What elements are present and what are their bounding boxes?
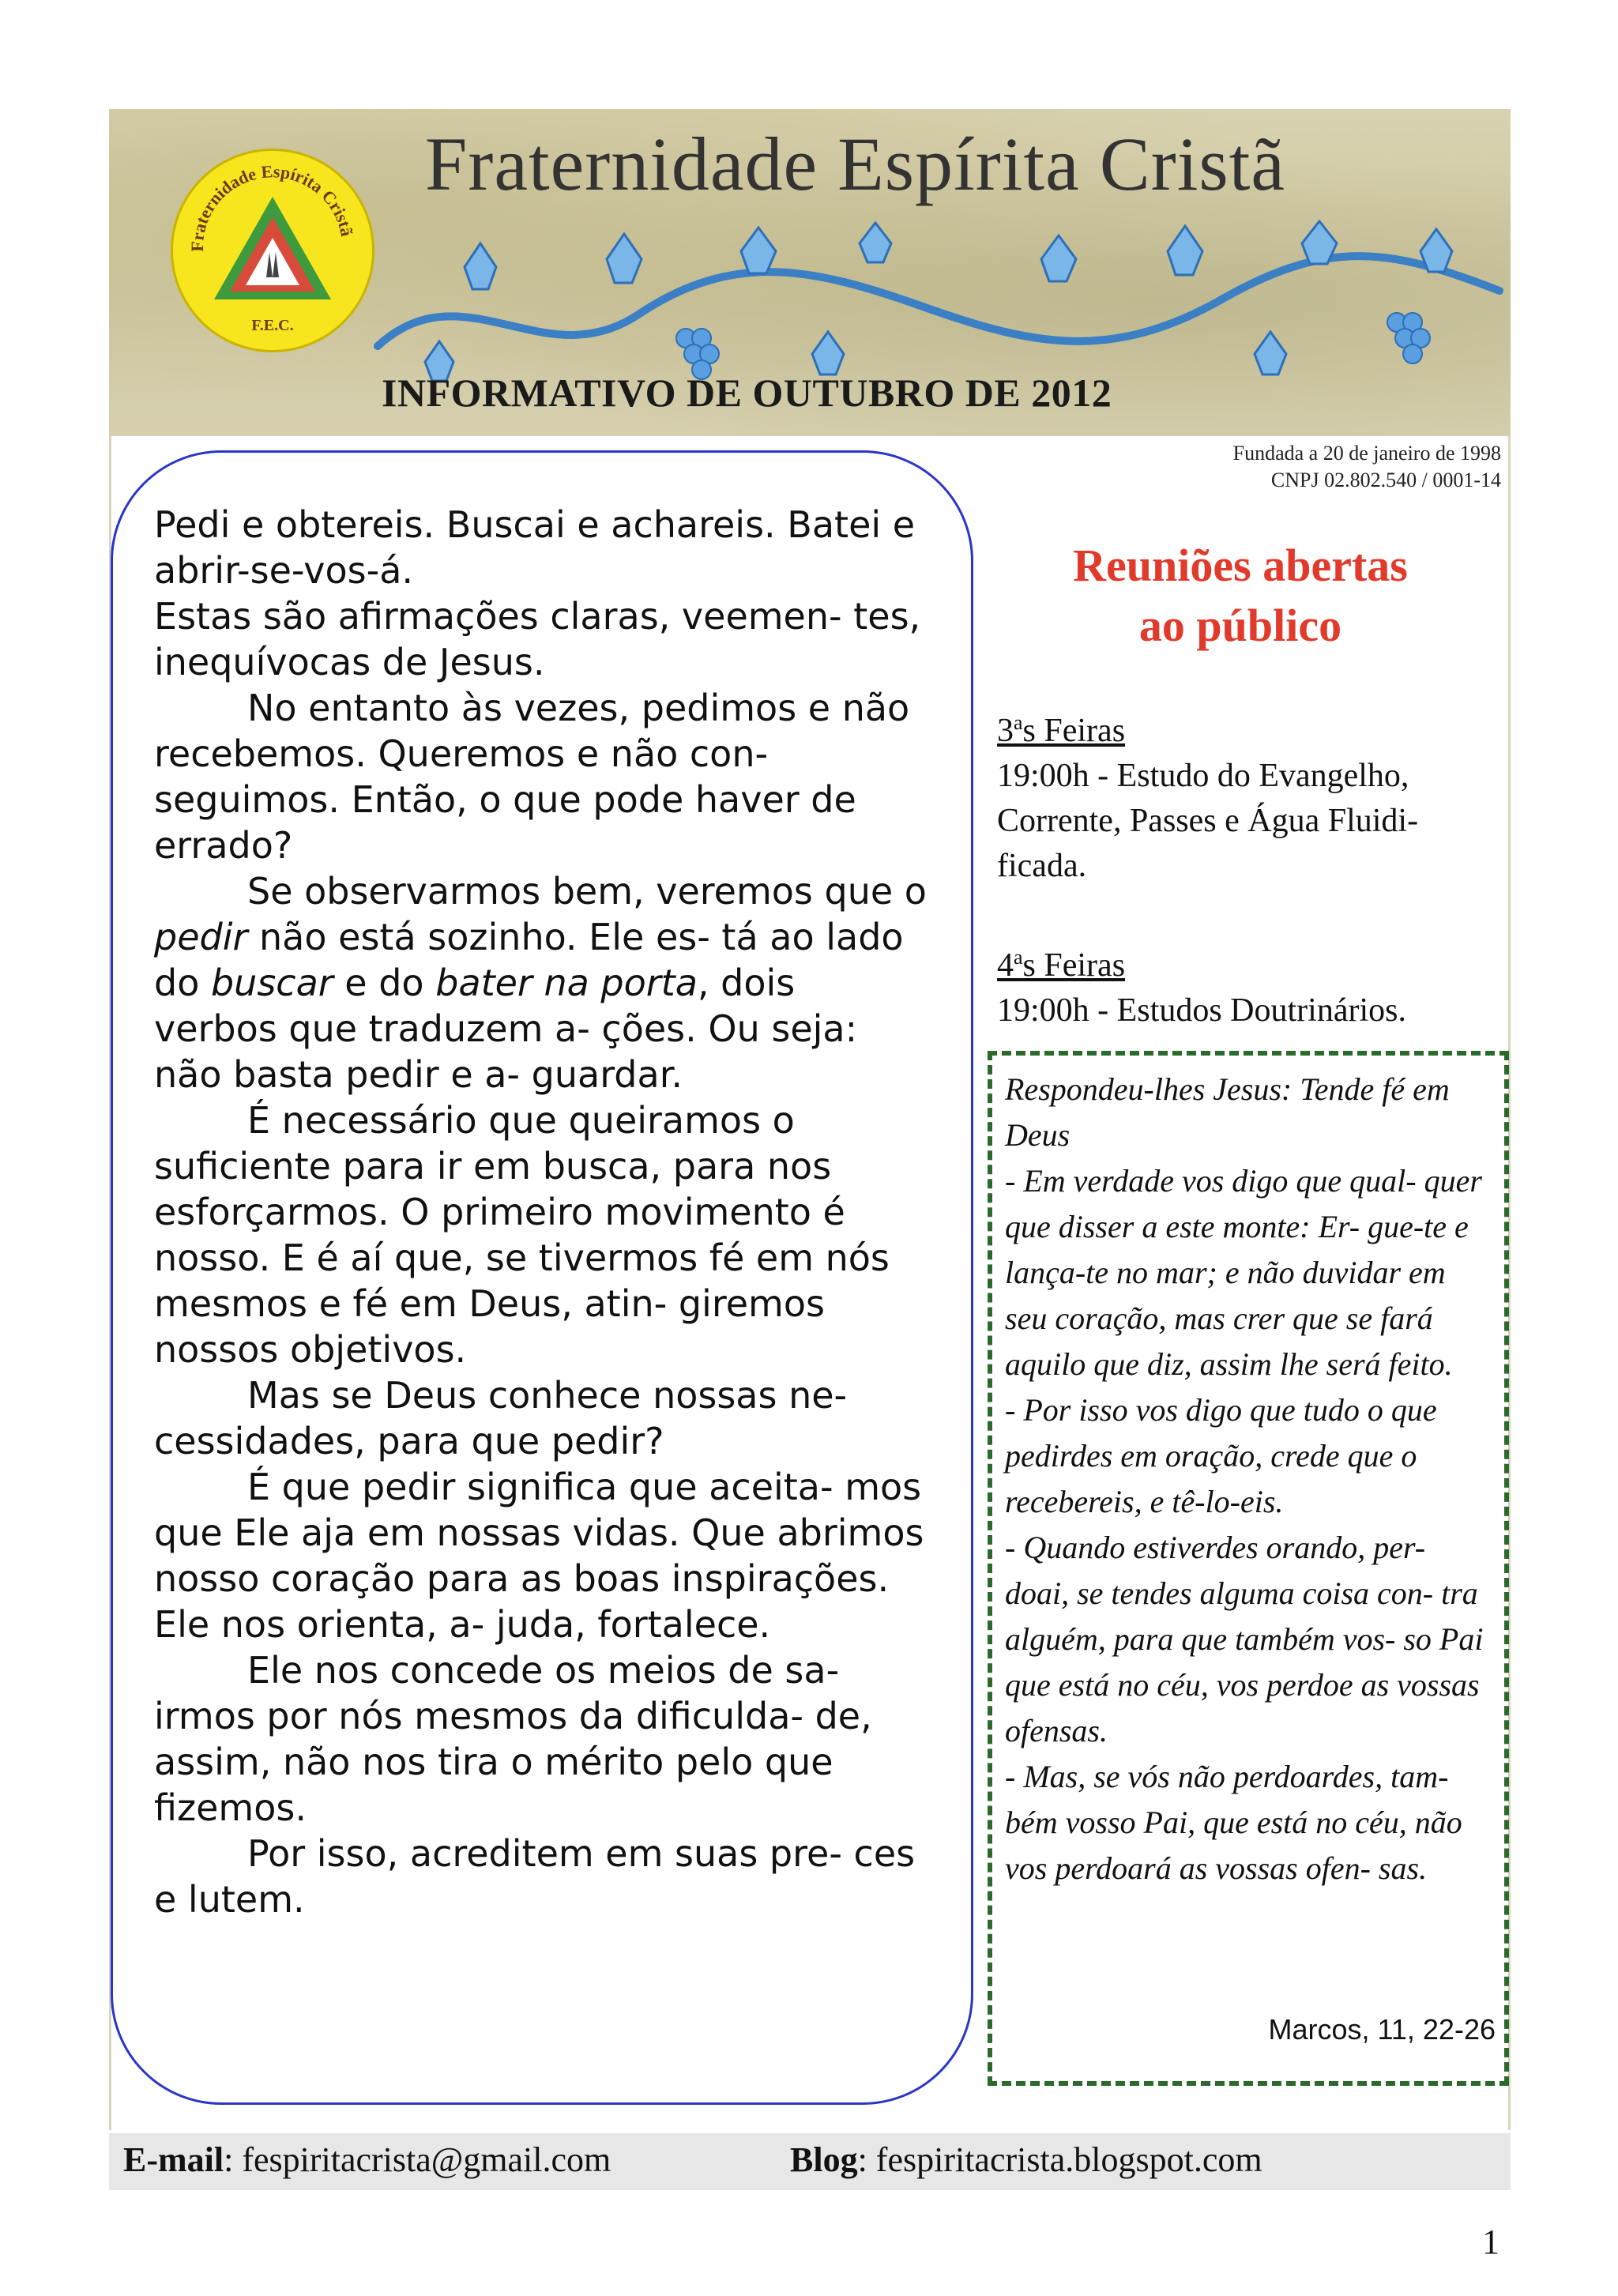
day-label: s Feiras (1022, 713, 1126, 749)
schedule-desc-wednesday: 19:00h - Estudos Doutrinários. (997, 992, 1406, 1029)
header-banner (109, 109, 1511, 436)
text-span: Se observarmos bem, veremos que o (247, 870, 927, 913)
schedule-day-wednesday (997, 935, 1503, 988)
article-paragraph: Mas se Deus conhece nossas ne- cessidades, para que pedir? (154, 1374, 848, 1462)
footer-email (123, 2140, 611, 2180)
article-paragraph: É necessário que queiramos o suficiente para ir em busca, para nos esforçarmos. O primeiro movimento é nosso. E é aí que, se tivermos fé em nós mesmos e fé em Deus, atin- giremos nossos objetivos. (154, 1099, 890, 1371)
article-paragraph: É que pedir significa que aceita- mos que Ele aja em nossas vidas. Que abrimos nosso coração para as boas inspirações. Ele nos orienta, a- juda, fortalece. (154, 1466, 924, 1646)
article-paragraph: Por isso, acreditem em suas pre- ces e lutem. (154, 1832, 916, 1921)
day-number: 4 (997, 947, 1014, 984)
quote-line: - Por isso vos digo que tudo o que pedirdes em oração, crede que o recebereis, e tê-lo-eis. (1005, 1392, 1437, 1519)
article-text (154, 502, 928, 1922)
day-ordinal: a (1014, 946, 1023, 969)
organization-logo (171, 149, 374, 352)
schedule-day-tuesday (997, 700, 1503, 754)
schedule-desc-tuesday: 19:00h - Estudo do Evangelho, Corrente, Passes e Água Fluidi- ficada. (997, 758, 1419, 884)
text-span: e do (333, 962, 436, 1004)
newsletter-subtitle: INFORMATIVO DE OUTUBRO DE 2012 (382, 371, 1112, 415)
meetings-schedule (997, 700, 1503, 1033)
quote-line: - Quando estiverdes orando, per- doai, se tendes alguma coisa con- tra alguém, para que também vos- so Pai que está no céu, vos perdoe as vossas ofensas. (1005, 1530, 1484, 1748)
founded-date: Fundada a 20 de janeiro de 1998 (1232, 442, 1501, 465)
cnpj-number: CNPJ 02.802.540 / 0001-14 (1270, 469, 1501, 491)
text-span: , dois verbos que traduzem a- ções. Ou seja: não basta pedir e a- guardar. (154, 962, 858, 1096)
footer-blog (790, 2140, 1262, 2180)
emphasis-pedir: pedir (154, 916, 248, 958)
founded-info (1233, 440, 1501, 494)
article-paragraph: Ele nos concede os meios de sa- irmos por nós mesmos da dificulda- de, assim, não nos tira o mérito pelo que fizemos. (154, 1649, 872, 1829)
bible-quote (1005, 1067, 1493, 1891)
quote-line: - Mas, se vós não perdoardes, tam- bém vosso Pai, que está no céu, não vos perdoará as vossas ofen- sas. (1005, 1759, 1462, 1886)
meetings-title-line: ao público (1138, 600, 1342, 651)
meetings-title (995, 536, 1485, 656)
article-paragraph: Pedi e obtereis. Buscai e achareis. Batei e abrir-se-vos-á. (154, 503, 916, 592)
quote-line: - Em verdade vos digo que qual- quer que disser a este monte: Er- gue-te e lança-te no mar; e não duvidar em seu coração, mas crer que se fará aquilo que diz, assim lhe será feito. (1005, 1163, 1482, 1382)
day-label: s Feiras (1022, 947, 1126, 984)
quote-reference: Marcos, 11, 22-26 (1268, 2013, 1496, 2046)
email-value[interactable]: : fespiritacrista@gmail.com (224, 2140, 611, 2179)
text-span: não está sozinho. Ele es- tá ao lado do (154, 916, 904, 1004)
day-ordinal: a (1014, 711, 1023, 734)
article-paragraph: No entanto às vezes, pedimos e não recebemos. Queremos e não con- seguimos. Então, o que pode haver de errado? (154, 687, 910, 867)
article-paragraph (154, 868, 928, 1097)
article-paragraph: Estas são afirmações claras, veemen- tes, inequívocas de Jesus. (154, 595, 921, 683)
blog-link[interactable]: : fespiritacrista.blogspot.com (857, 2140, 1262, 2179)
meetings-title-line: Reuniões abertas (1073, 540, 1408, 591)
email-label: E-mail (123, 2140, 224, 2179)
emphasis-bater: bater na porta (435, 962, 698, 1004)
svg-text:Fraternidade Espírita Cristã: Fraternidade Espírita Cristã (186, 161, 357, 252)
logo-initials: F.E.C. (251, 317, 294, 334)
day-number: 3 (997, 713, 1014, 749)
blog-label: Blog (790, 2140, 858, 2179)
quote-line: Respondeu-lhes Jesus: Tende fé em Deus (1005, 1071, 1450, 1153)
emphasis-buscar: buscar (210, 962, 333, 1004)
page-number: 1 (1482, 2223, 1499, 2261)
page-title: Fraternidade Espírita Cristã (425, 122, 1286, 206)
